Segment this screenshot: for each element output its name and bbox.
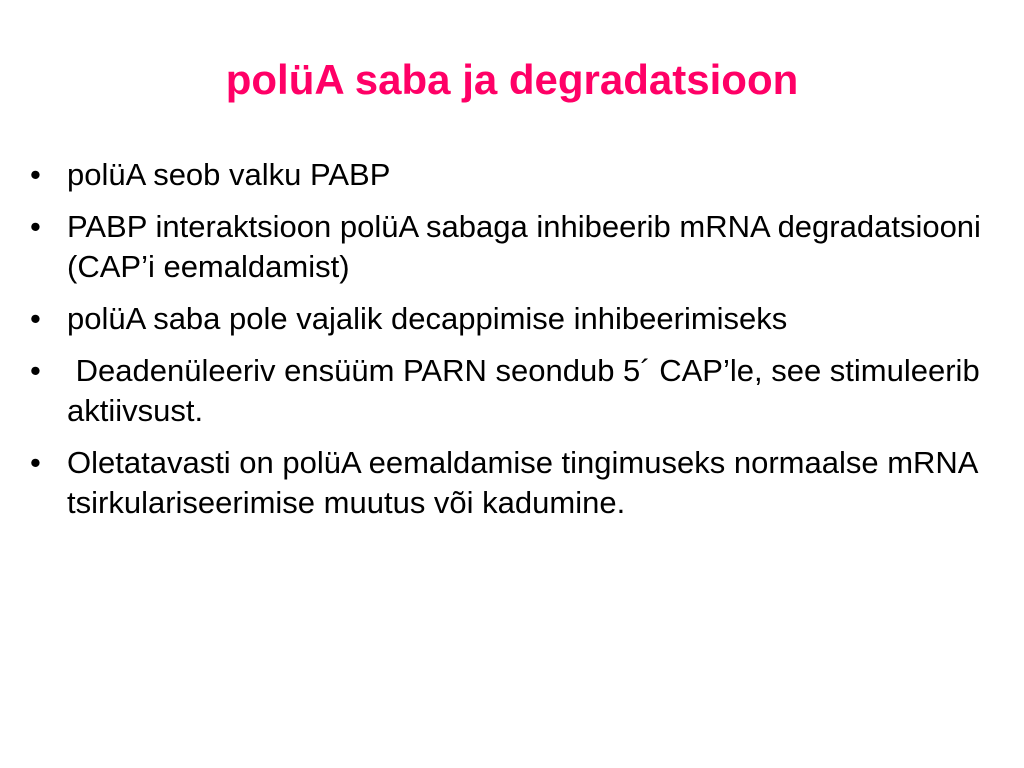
bullet-text: Deadenüleeriv ensüüm PARN seondub 5´ CAP’le, see stimuleerib aktiivsust. [67,353,989,428]
bullet-marker: • [30,209,41,244]
slide-title: polüA saba ja degradatsioon [225,56,799,103]
bullet-marker: • [30,353,41,388]
bullet-text: PABP interaktsioon polüA sabaga inhibeerib mRNA degradatsiooni (CAP’i eemaldamist) [67,209,990,284]
bullet-item [30,443,990,523]
bullet-list [30,155,990,535]
bullet-marker: • [30,445,41,480]
bullet-item [30,351,990,431]
bullet-marker: • [30,157,41,192]
bullet-text: polüA seob valku PABP [67,157,391,192]
bullet-text: Oletatavasti on polüA eemaldamise tingimuseks normaalse mRNA tsirkulariseerimise muutus või kadumine. [67,445,986,520]
bullet-marker: • [30,301,41,336]
bullet-item [30,299,990,339]
bullet-item [30,155,990,195]
bullet-item [30,207,990,287]
bullet-text: polüA saba pole vajalik decappimise inhibeerimiseks [67,301,788,336]
